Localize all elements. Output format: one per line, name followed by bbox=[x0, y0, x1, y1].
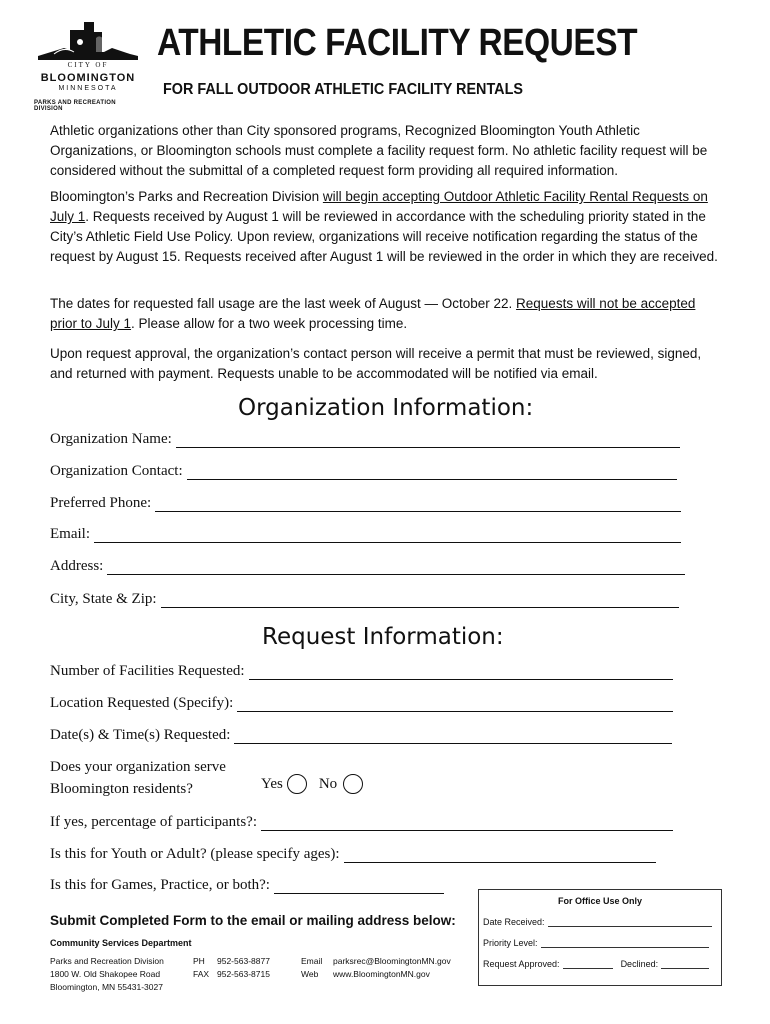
yes-radio[interactable] bbox=[287, 774, 307, 794]
address-line-3: Bloomington, MN 55431-3027 bbox=[50, 982, 163, 992]
city-state-zip-field[interactable] bbox=[50, 588, 679, 608]
intro-paragraph-3 bbox=[50, 294, 722, 334]
games-practice-field[interactable] bbox=[50, 874, 444, 894]
number-of-facilities-input[interactable] bbox=[249, 665, 673, 680]
games-practice-label: Is this for Games, Practice, or both?: bbox=[50, 877, 270, 893]
date-received-input[interactable] bbox=[548, 916, 712, 927]
logo-city-name: BLOOMINGTON bbox=[40, 72, 136, 84]
p3-text-b: . Please allow for a two week processing time. bbox=[131, 316, 408, 331]
youth-adult-field[interactable] bbox=[50, 843, 656, 863]
email-input[interactable] bbox=[94, 528, 681, 543]
logo-city-of: CITY OF bbox=[67, 61, 109, 69]
organization-name-field[interactable] bbox=[50, 428, 680, 448]
serve-residents-line-2: Bloomington residents? bbox=[50, 781, 193, 797]
address-field[interactable] bbox=[50, 555, 685, 575]
email-contact-label: Email bbox=[301, 956, 323, 966]
priority-level-input[interactable] bbox=[541, 937, 709, 948]
location-requested-field[interactable] bbox=[50, 692, 673, 712]
page-subtitle: FOR FALL OUTDOOR ATHLETIC FACILITY RENTALS bbox=[163, 81, 523, 98]
organization-contact-field[interactable] bbox=[50, 460, 677, 480]
intro-paragraph-2 bbox=[50, 187, 722, 267]
number-of-facilities-field[interactable] bbox=[50, 660, 673, 680]
phone-number: 952-563-8877 bbox=[217, 956, 270, 966]
p3-text-a: The dates for requested fall usage are the last week of August — October 22. bbox=[50, 296, 517, 311]
city-logo bbox=[34, 18, 144, 113]
declined-input[interactable] bbox=[661, 958, 709, 969]
contact-email-link[interactable]: parksrec@BloomingtonMN.gov bbox=[333, 956, 451, 966]
address-input[interactable] bbox=[107, 560, 685, 575]
percentage-field[interactable] bbox=[50, 811, 673, 831]
organization-contact-label: Organization Contact: bbox=[50, 463, 183, 479]
priority-level-row[interactable] bbox=[483, 937, 709, 948]
logo-state: MINNESOTA bbox=[58, 85, 118, 92]
page-title: ATHLETIC FACILITY REQUEST bbox=[157, 22, 638, 64]
percentage-input[interactable] bbox=[261, 816, 673, 831]
city-state-zip-input[interactable] bbox=[161, 593, 679, 608]
dates-times-label: Date(s) & Time(s) Requested: bbox=[50, 727, 231, 743]
no-label: No bbox=[318, 775, 338, 792]
web-values bbox=[333, 955, 451, 981]
fax-number: 952-563-8715 bbox=[217, 969, 270, 979]
preferred-phone-label: Preferred Phone: bbox=[50, 495, 152, 511]
address-label: Address: bbox=[50, 558, 104, 574]
youth-adult-label: Is this for Youth or Adult? (please specify ages): bbox=[50, 846, 340, 862]
fax-label: FAX bbox=[193, 969, 210, 979]
serve-residents-line-1: Does your organization serve bbox=[50, 759, 226, 775]
logo-division: PARKS AND RECREATION DIVISION bbox=[34, 100, 116, 112]
email-field[interactable] bbox=[50, 523, 681, 543]
priority-level-label: Priority Level: bbox=[483, 938, 538, 948]
serve-residents-question bbox=[50, 756, 226, 800]
yes-label: Yes bbox=[261, 775, 283, 792]
city-state-zip-label: City, State & Zip: bbox=[50, 591, 157, 607]
request-approved-label: Request Approved: bbox=[483, 959, 560, 969]
office-use-title: For Office Use Only bbox=[557, 896, 643, 906]
dates-times-field[interactable] bbox=[50, 724, 672, 744]
preferred-phone-field[interactable] bbox=[50, 492, 681, 512]
phone-label: PH bbox=[193, 956, 205, 966]
mailing-address bbox=[50, 955, 164, 994]
youth-adult-input[interactable] bbox=[344, 848, 656, 863]
organization-contact-input[interactable] bbox=[187, 465, 677, 480]
location-requested-input[interactable] bbox=[237, 697, 673, 712]
address-line-2: 1800 W. Old Shakopee Road bbox=[50, 969, 161, 979]
declined-label: Declined: bbox=[620, 959, 659, 969]
intro-paragraph-1: Athletic organizations other than City sponsored programs, Recognized Bloomington Youth Athletic Organizations, or Bloomington schools must complete a facility request form. No athletic facility request will be considered without the submittal of a completed request form providing all required information. bbox=[50, 123, 708, 178]
intro-paragraph-4: Upon request approval, the organization’s contact person will receive a permit that must be reviewed, signed, and returned with payment. Requests unable to be accommodated will be notified via email. bbox=[50, 346, 702, 381]
department-name: Community Services Department bbox=[50, 938, 192, 948]
no-radio[interactable] bbox=[343, 774, 363, 794]
organization-heading: Organization Information: bbox=[238, 395, 534, 421]
request-approved-input[interactable] bbox=[563, 958, 613, 969]
skyline-icon bbox=[34, 18, 144, 63]
phone-values bbox=[217, 955, 270, 981]
approval-row[interactable] bbox=[483, 958, 709, 969]
request-heading: Request Information: bbox=[262, 624, 504, 650]
organization-name-input[interactable] bbox=[176, 433, 680, 448]
number-of-facilities-label: Number of Facilities Requested: bbox=[50, 663, 245, 679]
office-use-box bbox=[478, 889, 722, 986]
percentage-label: If yes, percentage of participants?: bbox=[50, 814, 257, 830]
date-received-row[interactable] bbox=[483, 916, 712, 927]
web-labels bbox=[301, 955, 322, 981]
location-requested-label: Location Requested (Specify): bbox=[50, 695, 234, 711]
web-contact-label: Web bbox=[301, 969, 319, 979]
p2-text-b: . Requests received by August 1 will be reviewed in accordance with the scheduling priority stated in the City’s Athletic Field Use Policy. Upon review, organizations will receive notification regarding the status of the request by August 15. Requests received after August 1 will be reviewed in the order in which they are received. bbox=[50, 209, 718, 264]
phone-labels bbox=[193, 955, 209, 981]
p3-underlined: Requests will not be accepted prior to July 1 bbox=[50, 296, 696, 331]
submit-heading: Submit Completed Form to the email or mailing address below: bbox=[50, 913, 456, 928]
email-label: Email: bbox=[50, 526, 90, 542]
date-received-label: Date Received: bbox=[483, 917, 545, 927]
p2-underlined: will begin accepting Outdoor Athletic Facility Rental Requests on July 1 bbox=[50, 189, 708, 224]
serve-residents-options bbox=[261, 772, 363, 796]
dates-times-input[interactable] bbox=[234, 729, 672, 744]
p2-text-a: Bloomington’s Parks and Recreation Division bbox=[50, 189, 323, 204]
preferred-phone-input[interactable] bbox=[155, 497, 681, 512]
website-link[interactable]: www.BloomingtonMN.gov bbox=[333, 969, 430, 979]
organization-name-label: Organization Name: bbox=[50, 431, 172, 447]
games-practice-input[interactable] bbox=[274, 879, 444, 894]
address-line-1: Parks and Recreation Division bbox=[50, 956, 164, 966]
